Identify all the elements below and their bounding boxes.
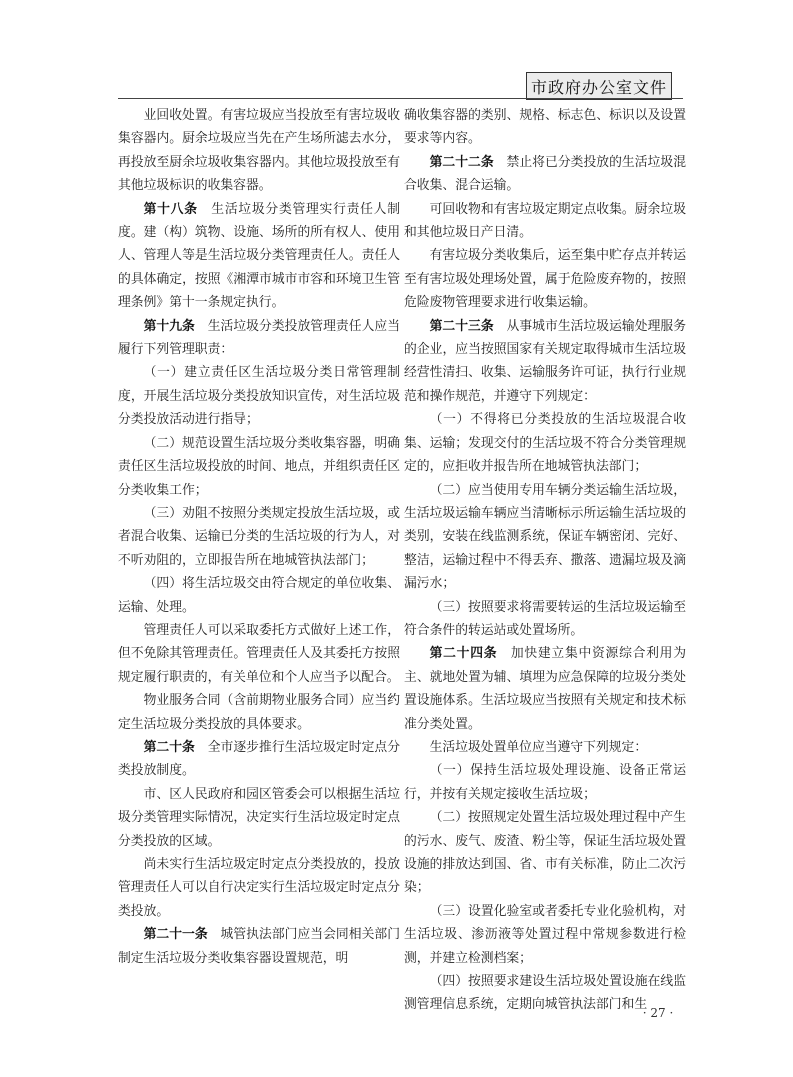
paragraph <box>404 104 686 151</box>
paragraph <box>404 596 686 643</box>
paragraph-text: （三）劝阻不按照分类规定投放生活垃圾，或者混合收集、运输已分类的生活垃圾的行为人，对不听劝阻的，立即报告所在地城管执法部门； <box>118 505 400 568</box>
left-text-column <box>118 104 400 970</box>
paragraph-text: （二）规范设置生活垃圾分类收集容器，明确责任区生活垃圾投放的时间、地点，并组织责任区分类收集工作； <box>118 435 400 498</box>
paragraph-text: 禁止将已分类投放的生活垃圾混合收集、混合运输。 <box>404 154 687 194</box>
paragraph <box>118 923 400 970</box>
paragraph-text: 有害垃圾分类收集后，运至集中贮存点并转运至有害垃圾处理场处置，属于危险废弃物的，按照危险废物管理要求进行收集运输。 <box>404 248 686 311</box>
paragraph <box>118 502 400 572</box>
paragraph <box>118 736 400 783</box>
paragraph-text: 城管执法部门应当会同相关部门制定生活垃圾分类收集容器设置规范，明 <box>118 927 401 966</box>
paragraph <box>404 900 686 970</box>
paragraph-text: 可回收物和有害垃圾定期定点收集。厨余垃圾和其他垃圾日产日清。 <box>404 201 686 241</box>
paragraph-text: （四）按照要求建设生活垃圾处置设施在线监测管理信息系统，定期向城管执法部门和生 <box>404 974 686 1013</box>
paragraph-text: （四）将生活垃圾交由符合规定的单位收集、运输、处理。 <box>118 576 400 615</box>
paragraph-text: 生活垃圾分类投放管理责任人应当履行下列管理职责： <box>118 318 401 358</box>
paragraph <box>118 572 400 619</box>
paragraph <box>118 198 400 315</box>
article-label: 第二十三条 <box>429 318 494 334</box>
paragraph-text: 业回收处置。有害垃圾应当投放至有害垃圾收集容器内。厨余垃圾应当先在产生场所滤去水分，再投放至厨余垃圾收集容器内。其他垃圾投放至有其他垃圾标识的收集容器。 <box>118 108 400 194</box>
paragraph-text: （二）按照规定处置生活垃圾处理过程中产生的污水、废气、废渣、粉尘等，保证生活垃圾处置设施的排放达到国、省、市有关标准，防止二次污染； <box>404 810 686 896</box>
article-label: 第二十条 <box>143 739 195 755</box>
paragraph-text: 生活垃圾处置单位应当遵守下列规定： <box>429 739 648 755</box>
paragraph <box>118 432 400 502</box>
article-label: 第二十四条 <box>429 646 498 662</box>
paragraph <box>118 315 400 362</box>
article-label: 第二十二条 <box>429 154 494 170</box>
paragraph-text: （一）建立责任区生活垃圾分类日常管理制度，开展生活垃圾分类投放知识宣传，对生活垃圾分类投放活动进行指导； <box>118 365 400 428</box>
paragraph-text: （二）应当使用专用车辆分类运输生活垃圾，生活垃圾运输车辆应当清晰标示所运输生活垃圾的类别，安装在线监测系统，保证车辆密闭、完好、整洁，运输过程中不得丢弃、撒落、遗漏垃圾及滴漏污水； <box>404 482 686 592</box>
article-label: 第二十一条 <box>143 927 208 943</box>
paragraph <box>404 759 686 806</box>
paragraph <box>404 642 686 736</box>
paragraph <box>404 198 686 245</box>
paragraph <box>118 104 400 198</box>
paragraph-text: 市、区人民政府和园区管委会可以根据生活垃圾分类管理实际情况，决定实行生活垃圾定时定点分类投放的区域。 <box>118 786 400 849</box>
paragraph <box>404 315 686 409</box>
paragraph-text: （三）设置化验室或者委托专业化验机构，对生活垃圾、渗沥液等处置过程中常规参数进行检测，并建立检测档案； <box>404 903 686 966</box>
paragraph <box>404 736 686 759</box>
paragraph-text: （一）不得将已分类投放的生活垃圾混合收集、运输；发现交付的生活垃圾不符合分类管理规定的，应拒收并报告所在地城管执法部门； <box>404 412 686 475</box>
paragraph <box>118 783 400 853</box>
article-label: 第十八条 <box>143 201 198 217</box>
paragraph-text: 加快建立集中资源综合利用为主、就地处置为辅、填埋为应急保障的垃圾分类处置设施体系。生活垃圾应当按照有关规定和技术标准分类处置。 <box>404 646 687 732</box>
paragraph-text: 生活垃圾分类管理实行责任人制度。建（构）筑物、设施、场所的所有权人、使用人、管理人等是生活垃圾分类管理责任人。责任人的具体确定，按照《湘潭市城市市容和环境卫生管理条例》第十一条规定执行。 <box>118 201 401 311</box>
paragraph <box>404 479 686 596</box>
paragraph-text: （一）保持生活垃圾处理设施、设备正常运行，并按有关规定接收生活垃圾； <box>404 763 686 802</box>
document-header-title: 市政府办公室文件 <box>530 77 667 97</box>
paragraph-text: 物业服务合同（含前期物业服务合同）应当约定生活垃圾分类投放的具体要求。 <box>118 693 400 732</box>
right-text-column <box>404 104 686 1017</box>
paragraph-text: 全市逐步推行生活垃圾定时定点分类投放制度。 <box>118 739 401 779</box>
paragraph-text: 尚未实行生活垃圾定时定点分类投放的，投放管理责任人可以自行决定实行生活垃圾定时定点分类投放。 <box>118 857 400 919</box>
paragraph <box>118 361 400 431</box>
paragraph <box>404 806 686 900</box>
paragraph <box>404 151 686 198</box>
document-header <box>526 72 672 100</box>
paragraph <box>118 853 400 923</box>
paragraph <box>118 619 400 689</box>
header-divider <box>118 98 683 99</box>
paragraph-text: 从事城市生活垃圾运输处理服务的企业，应当按照国家有关规定取得城市生活垃圾经营性清扫、收集、运输服务许可证，执行行业规范和操作规范，并遵守下列规定： <box>404 318 687 404</box>
paragraph-text: （三）按照要求将需要转运的生活垃圾运输至符合条件的转运站或处置场所。 <box>404 599 686 638</box>
paragraph <box>118 689 400 736</box>
paragraph <box>404 244 686 314</box>
paragraph-text: 管理责任人可以采取委托方式做好上述工作，但不免除其管理责任。管理责任人及其委托方按照规定履行职责的，有关单位和个人应当予以配合。 <box>118 622 400 685</box>
paragraph <box>404 408 686 478</box>
paragraph-text: 确收集容器的类别、规格、标志色、标识以及设置要求等内容。 <box>404 108 686 147</box>
page-number: · 27 · <box>642 1006 674 1020</box>
article-label: 第十九条 <box>143 318 195 334</box>
